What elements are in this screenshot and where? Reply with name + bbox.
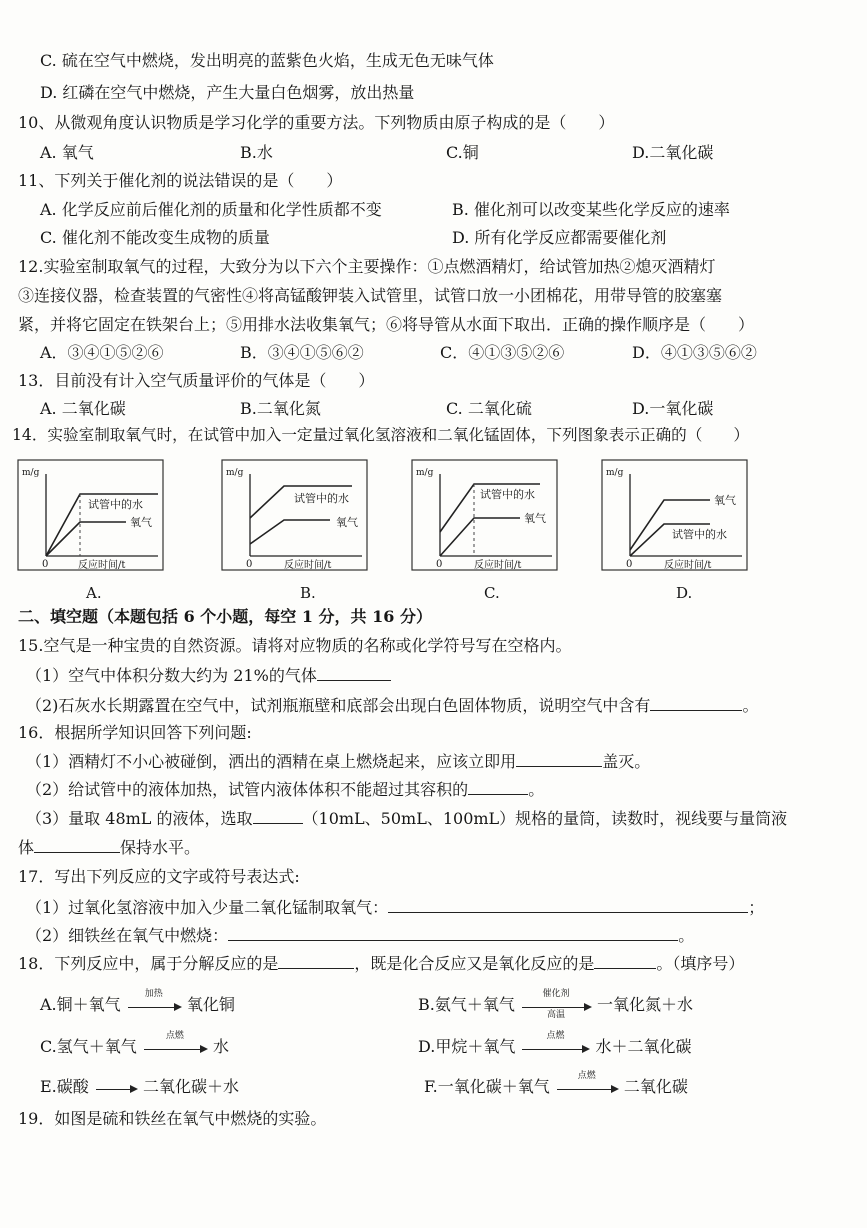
reaction-d-left: D.甲烷＋氧气 [418,1037,516,1056]
q17-part-1-text: （1）过氧化氢溶液中加入少量二氧化锰制取氧气： [26,898,389,917]
q16-blank-3[interactable] [253,807,303,824]
graph-b-ylabel: m/g [226,468,244,478]
reaction-d-condition: 点燃 [546,1030,565,1041]
reaction-c-arrow [142,1030,208,1059]
graph-a-xlabel: 反应时间/t [78,560,126,571]
q13-stem: 13．目前没有计入空气质量评价的气体是（ ） [18,371,375,390]
reaction-c-condition: 点燃 [165,1030,184,1041]
reaction-e-left: E.碳酸 [40,1077,89,1096]
graph-d-plot [602,460,752,572]
q15-blank-2[interactable] [650,694,742,711]
q18-stem-b: ，既是化合反应又是氧化反应的是 [354,954,595,973]
q11-option-c: C. 催化剂不能改变生成物的质量 [40,228,270,247]
q18-stem-a: 18．下列反应中，属于分解反应的是 [18,954,279,973]
q19-stem: 19．如图是硫和铁丝在氧气中燃烧的实验。 [18,1109,327,1128]
graph-c-origin: 0 [436,559,443,570]
graph-c-xlabel: 反应时间/t [474,560,522,571]
q17-blank-2[interactable] [228,924,678,941]
graph-b-lower-label: 氧气 [336,516,358,529]
graph-c-letter: C. [484,584,500,602]
graph-c-upper-label: 试管中的水 [480,488,535,501]
q16-blank-4[interactable] [34,836,120,853]
q12-option-c: C．④①③⑤②⑥ [440,343,565,362]
q15-blank-1[interactable] [317,664,391,681]
reaction-e-arrow [94,1077,138,1099]
q16-part-1-end: 盖灭。 [602,752,651,771]
reaction-b-right: 一氧化氮＋水 [597,995,694,1014]
q13-option-b: B.二氧化氮 [240,399,321,418]
reaction-f-condition: 点燃 [577,1070,596,1081]
q16-part-2-text: （2）给试管中的液体加热，试管内液体体积不能超过其容积的 [26,780,469,799]
q13-option-c: C. 二氧化硫 [446,399,532,418]
reaction-d [418,1030,692,1059]
q14-stem: 14．实验室制取氧气时，在试管中加入一定量过氧化氢溶液和二氧化锰固体，下列图象表示正确的（ ） [12,426,750,444]
reaction-e [40,1076,239,1099]
q14-graph-a [18,460,168,608]
graph-c-lower-label: 氧气 [524,512,546,525]
q17-part-2 [26,924,694,947]
q16-part-3-cont [18,836,200,859]
reaction-a-left: A.铜＋氧气 [40,995,121,1014]
graph-b-letter: B. [300,584,316,602]
reaction-b-left: B.氨气＋氧气 [418,995,515,1014]
graph-a-lower-label: 氧气 [130,516,152,529]
reaction-c-right: 水 [212,1037,229,1056]
graph-b-origin: 0 [246,559,253,570]
graph-d-letter: D. [676,584,693,602]
q16-part-3-mid: （10mL、50mL、100mL）规格的量筒，读数时，视线要与量筒液 [302,809,788,828]
q12-option-a: A．③④①⑤②⑥ [40,343,164,362]
graph-a-letter: A. [86,584,102,602]
graph-c-ylabel: m/g [416,468,434,478]
graph-a-ylabel: m/g [22,468,40,478]
q15-part-1 [26,664,391,687]
q10-option-a: A. 氧气 [40,143,94,162]
reaction-c-left: C.氢气＋氧气 [40,1037,137,1056]
q16-part-3 [26,807,787,830]
q18-blank-1[interactable] [278,952,354,969]
q11-option-d: D. 所有化学反应都需要催化剂 [452,228,667,247]
q16-part-3-cont-text: 体 [18,838,35,857]
q16-stem: 16．根据所学知识回答下列问题: [18,723,252,742]
q17-part-2-end: 。 [678,926,695,945]
q12-line-3: 紧，并将它固定在铁架台上；⑤用排水法收集氧气；⑥将导管从水面下取出．正确的操作顺序是（ ） [18,315,755,334]
q16-part-2-end: 。 [528,780,545,799]
q16-part-2 [26,778,544,801]
reaction-a-arrow [126,988,182,1017]
reaction-f [424,1070,688,1099]
q11-option-b: B. 催化剂可以改变某些化学反应的速率 [452,200,730,219]
q16-blank-2[interactable] [468,778,528,795]
reaction-b-arrow [520,988,592,1020]
reaction-d-right: 水＋二氧化碳 [595,1037,692,1056]
q9-option-c: C. 硫在空气中燃烧，发出明亮的蓝紫色火焰，生成无色无味气体 [40,51,494,70]
q13-option-d: D.一氧化碳 [632,399,714,418]
graph-d-ylabel: m/g [606,468,624,478]
q13-option-a: A. 二氧化碳 [40,399,126,418]
q14-graph-d [602,460,752,608]
q12-line-2: ③连接仪器，检查装置的气密性④将高锰酸钾装入试管里，试管口放一小团棉花，用带导管的胶塞塞 [18,286,723,305]
graph-a-upper-label: 试管中的水 [88,498,143,511]
q15-part-1-text: （1）空气中体积分数大约为 21%的气体 [26,666,317,685]
reaction-f-left: F.一氧化碳＋氧气 [424,1077,550,1096]
graph-a-origin: 0 [42,559,49,570]
graph-d-upper-label: 氧气 [714,494,736,507]
q17-part-2-text: （2）细铁丝在氧气中燃烧： [26,926,229,945]
q15-part-2-end: 。 [742,696,759,715]
q18-blank-2[interactable] [594,952,656,969]
q16-blank-1[interactable] [516,750,602,767]
reaction-c [40,1030,229,1059]
q16-part-1 [26,750,650,773]
q9-option-d: D. 红磷在空气中燃烧，产生大量白色烟雾，放出热量 [40,83,415,102]
q16-part-3-text: （3）量取 48mL 的液体，选取 [26,809,253,828]
q17-blank-1[interactable] [388,896,748,913]
reaction-b-condition-top: 催化剂 [542,988,570,999]
q16-part-1-text: （1）酒精灯不小心被碰倒，洒出的酒精在桌上燃烧起来，应该立即用 [26,752,517,771]
section-2-heading: 二、填空题（本题包括 6 个小题，每空 1 分，共 16 分） [18,607,432,626]
q18-stem-c: 。（填序号） [656,954,745,973]
q10-option-b: B.水 [240,143,273,162]
reaction-f-arrow [555,1070,619,1099]
reaction-b-condition-bottom: 高温 [546,1009,565,1020]
q16-part-3-end: 保持水平。 [120,838,201,857]
q12-option-d: D．④①③⑤⑥② [632,343,757,362]
reaction-d-arrow [520,1030,590,1059]
q11-option-a: A. 化学反应前后催化剂的质量和化学性质都不变 [40,200,382,219]
q17-part-1 [26,896,764,919]
graph-b-upper-label: 试管中的水 [294,492,349,505]
graph-d-lower-label: 试管中的水 [672,528,727,541]
q10-option-d: D.二氧化碳 [632,143,714,162]
reaction-f-right: 二氧化碳 [623,1077,688,1096]
q17-stem: 17．写出下列反应的文字或符号表达式: [18,867,300,886]
q14-graph-b [222,460,372,608]
q11-stem: 11、下列关于催化剂的说法错误的是（ ） [18,171,343,190]
q15-part-2-text: （2)石灰水长期露置在空气中，试剂瓶瓶壁和底部会出现白色固体物质，说明空气中含有 [26,696,651,715]
q12-line-1: 12.实验室制取氧气的过程，大致分为以下六个主要操作：①点燃酒精灯，给试管加热②熄灭酒精灯 [18,257,716,276]
q10-option-c: C.铜 [446,143,479,162]
reaction-a-condition: 加热 [144,988,163,999]
graph-d-origin: 0 [626,559,633,570]
q15-part-2 [26,694,758,717]
q18-stem [18,952,744,975]
q10-stem: 10、从微观角度认识物质是学习化学的重要方法。下列物质由原子构成的是（ ） [18,113,615,132]
reaction-a-right: 氧化铜 [186,995,235,1014]
q12-option-b: B．③④①⑤⑥② [240,343,364,362]
q14-graph-c [412,460,562,608]
reaction-a [40,988,235,1017]
reaction-b [418,988,694,1020]
graph-b-xlabel: 反应时间/t [284,560,332,571]
reaction-e-right: 二氧化碳＋水 [142,1077,239,1096]
q15-stem: 15.空气是一种宝贵的自然资源。请将对应物质的名称或化学符号写在空格内。 [18,636,572,655]
graph-d-xlabel: 反应时间/t [664,560,712,571]
q17-part-1-end: ； [748,898,765,917]
